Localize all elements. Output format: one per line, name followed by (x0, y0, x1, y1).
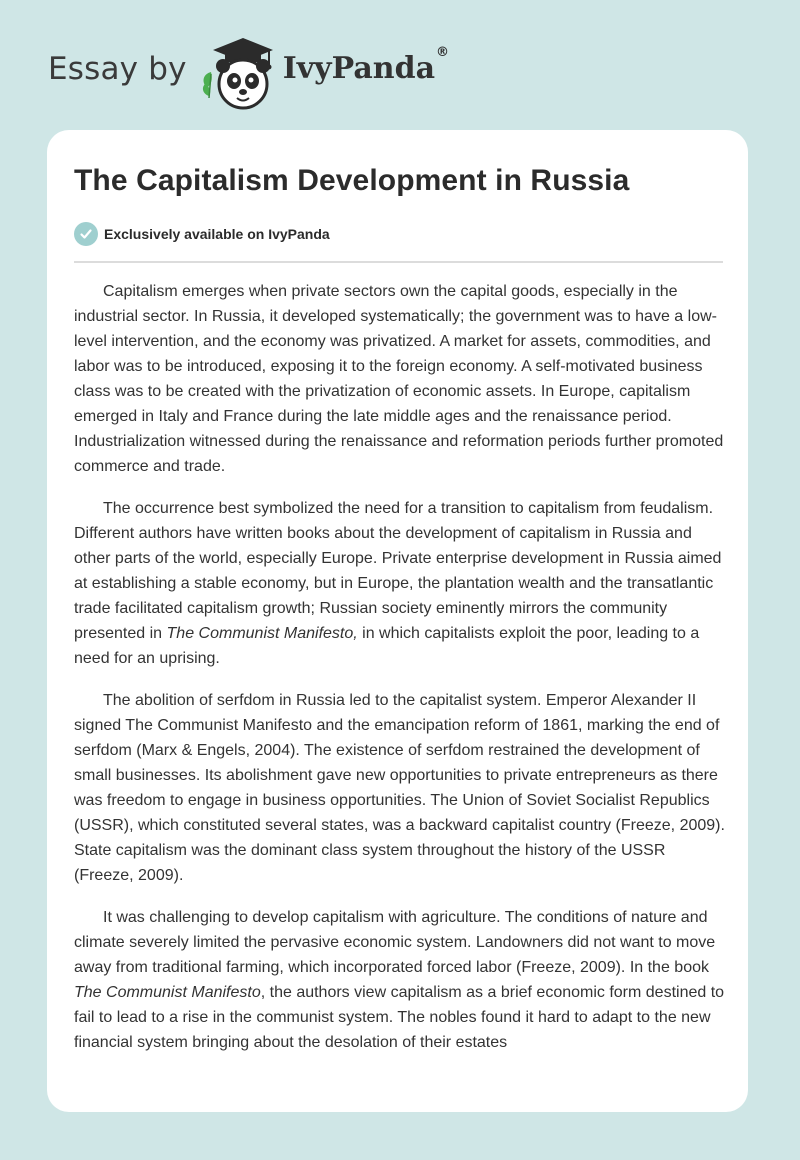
paragraph: The occurrence best symbolized the need for a transition to capitalism from feudalism. Different authors have written books about the development of capitalism in Russia and other parts of the world, especially Europe. Private enterprise development in Russia aimed at establishing a stable economy, but in Europe, the plantation wealth and the transatlantic trade facilitated capitalism growth; Russian society eminently mirrors the community presented in The Communist Manifesto, in which capitalists exploit the poor, leading to a need for an uprising. (74, 500, 722, 667)
check-circle-icon (74, 222, 98, 246)
brand-name: IvyPanda® (282, 44, 450, 86)
paragraph: It was challenging to develop capitalism with agriculture. The conditions of nature and climate severely limited the pervasive economic system. Landowners did not want to move away from traditional farming, which incorporated forced labor (Freeze, 2009). In the book The Communist Manifesto, the authors view capitalism as a brief economic form destined to fail to lead to a rise in the communist system. The nobles found it hard to adapt to the new financial system bringing about the desolation of their estates (74, 909, 725, 1051)
panda-graduate-logo-icon (195, 30, 279, 114)
exclusive-badge (74, 222, 330, 246)
site-header (48, 30, 449, 114)
brand-prefix: Essay by (48, 51, 187, 87)
badge-label: Exclusively available on IvyPanda (104, 226, 330, 242)
italic-title: The Communist Manifesto, (166, 625, 358, 642)
page-title: The Capitalism Development in Russia (74, 164, 630, 197)
paragraph: Capitalism emerges when private sectors own the capital goods, especially in the industrial sector. In Russia, it developed systematically; the government was to have a low-level intervention, and the economy was privatized. A market for assets, commodities, and labor was to be introduced, exposing it to the foreign economy. A self-motivated business class was to be created with the privatization of economic assets. In Europe, capitalism emerged in Italy and France during the late middle ages and the renaissance period. Industrialization witnessed during the renaissance and reformation periods further promoted commerce and trade. (74, 283, 724, 475)
essay-card (47, 130, 748, 1112)
paragraph: The abolition of serfdom in Russia led to the capitalist system. Emperor Alexander II signed The Communist Manifesto and the emancipation reform of 1861, marking the end of serfdom (Marx & Engels, 2004). The existence of serfdom restrained the development of small businesses. Its abolishment gave new opportunities to private entrepreneurs as there was freedom to engage in business opportunities. The Union of Soviet Socialist Republics (USSR), which constituted several states, was a backward capitalist country (Freeze, 2009). State capitalism was the dominant class system throughout the history of the USSR (Freeze, 2009). (74, 692, 725, 884)
registered-mark: ® (436, 44, 450, 60)
divider (74, 261, 723, 263)
italic-title: The Communist Manifesto (74, 984, 261, 1001)
essay-body (74, 279, 726, 1072)
